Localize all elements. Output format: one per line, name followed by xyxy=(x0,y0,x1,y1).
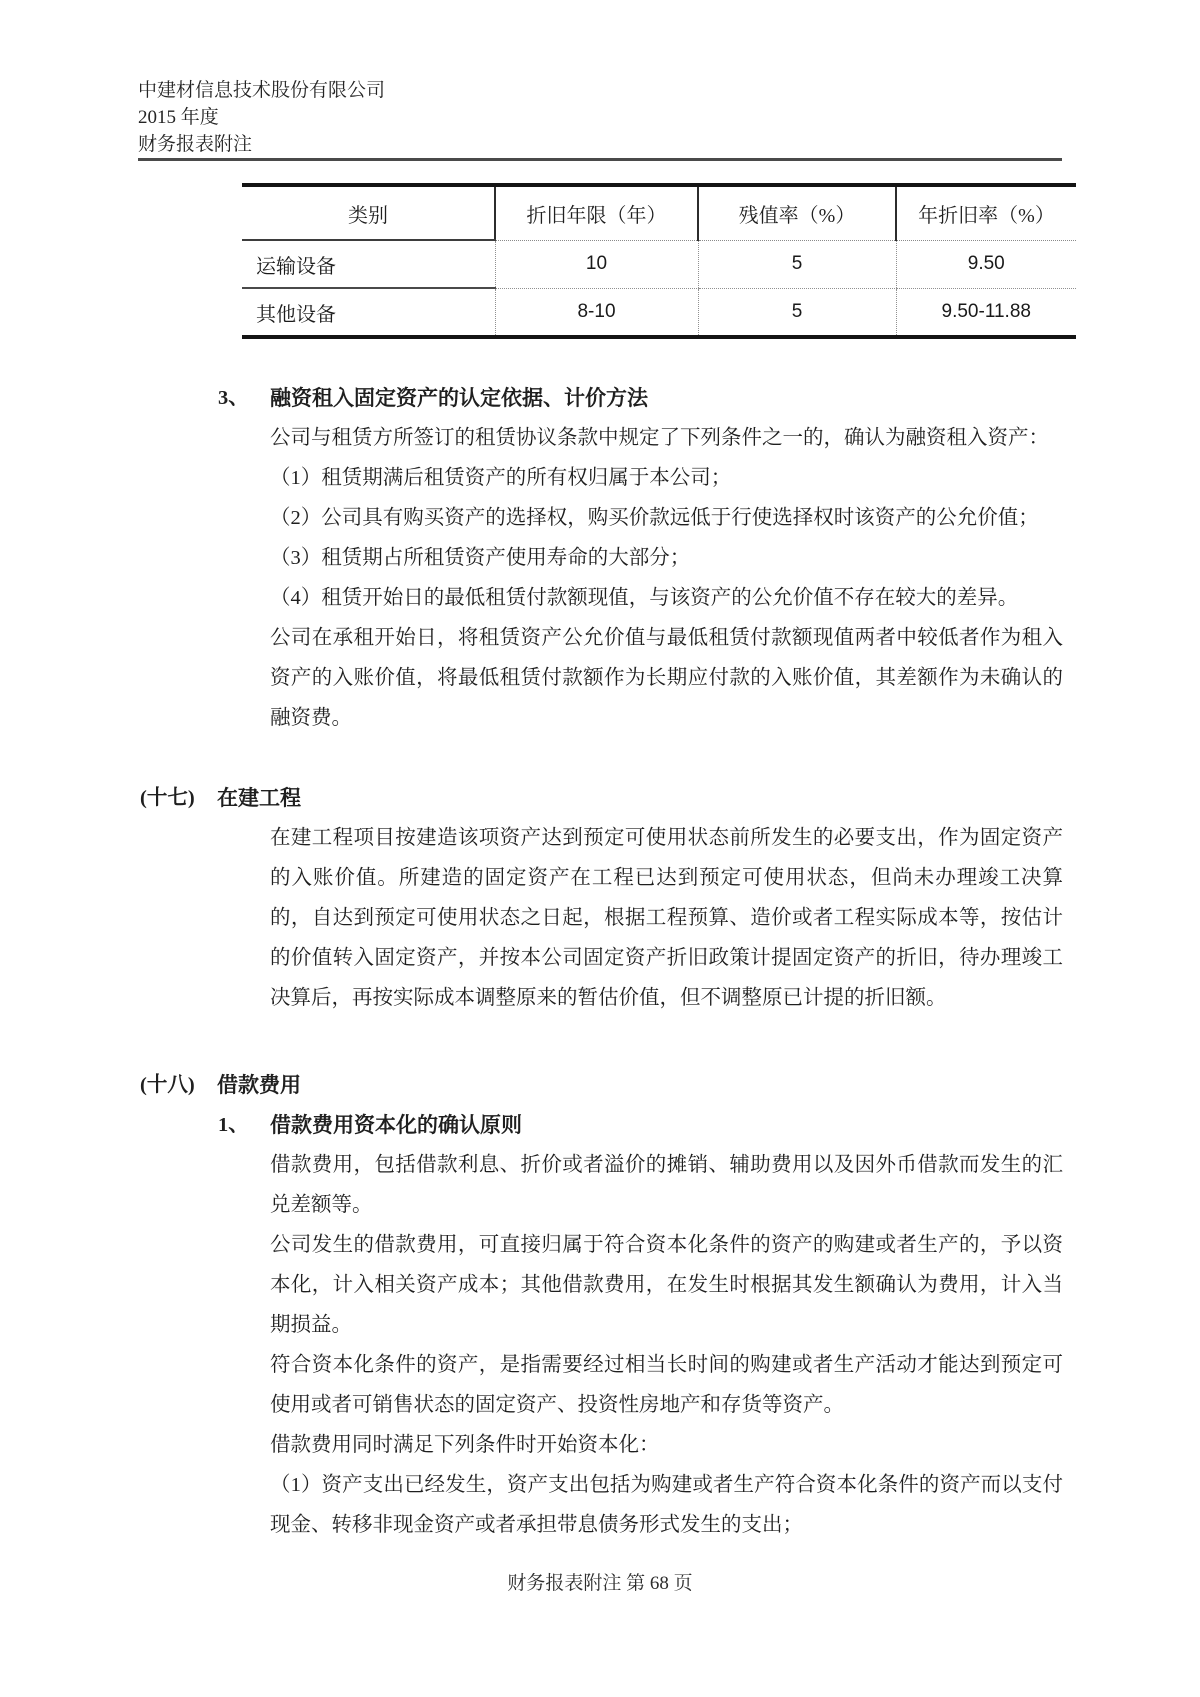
list-item: （4）租赁开始日的最低租赁付款额现值，与该资产的公允价值不存在较大的差异。 xyxy=(270,587,1019,609)
page-header xyxy=(138,77,385,158)
subsection-number: 1、 xyxy=(218,1114,249,1136)
paragraph: 借款费用同时满足下列条件时开始资本化： xyxy=(270,1434,660,1456)
section-number: (十七) xyxy=(140,787,195,809)
section-title: 在建工程 xyxy=(217,786,301,810)
section-heading xyxy=(218,378,1063,418)
paragraph: 公司与租赁方所签订的租赁协议条款中规定了下列条件之一的，确认为融资租入资产： xyxy=(270,427,1049,449)
section-title: 借款费用 xyxy=(217,1073,301,1097)
paragraph: 符合资本化条件的资产，是指需要经过相当长时间的购建或者生产活动才能达到预定可使用或者可销售状态的固定资产、投资性房地产和存货等资产。 xyxy=(270,1354,1063,1416)
report-year: 2015 年度 xyxy=(138,107,219,128)
col-header-residual-rate: 残值率（%） xyxy=(698,185,896,240)
section-finance-lease xyxy=(218,378,1063,738)
page-footer: 财务报表附注 第 68 页 xyxy=(507,1573,693,1594)
section-heading xyxy=(140,778,1063,818)
table-row xyxy=(242,288,1076,337)
paragraph: 公司发生的借款费用，可直接归属于符合资本化条件的资产的购建或者生产的，予以资本化，计入相关资产成本；其他借款费用，在发生时根据其发生额确认为费用，计入当期损益。 xyxy=(270,1234,1063,1336)
cell-category: 其他设备 xyxy=(256,303,336,326)
cell-value: 10 xyxy=(495,240,698,288)
section-body xyxy=(270,818,1063,1018)
cell-value: 8-10 xyxy=(495,288,698,337)
list-item: （3）租赁期占所租赁资产使用寿命的大部分； xyxy=(270,547,691,569)
doc-title: 财务报表附注 xyxy=(138,134,253,155)
table-row xyxy=(242,240,1076,288)
section-body xyxy=(270,418,1063,738)
cell-value: 5 xyxy=(698,240,896,288)
col-header-annual-rate: 年折旧率（%） xyxy=(896,185,1076,240)
cell-category: 运输设备 xyxy=(242,240,495,288)
col-header-depreciation-life: 折旧年限（年） xyxy=(495,185,698,240)
paragraph: 公司在承租开始日，将租赁资产公允价值与最低租赁付款额现值两者中较低者作为租入资产的入账价值，将最低租赁付款额作为长期应付款的入账价值，其差额作为未确认的融资费。 xyxy=(270,627,1063,729)
subsection-heading xyxy=(218,1105,1063,1145)
company-name: 中建材信息技术股份有限公司 xyxy=(138,80,386,101)
section-construction-in-progress xyxy=(140,778,1063,1018)
cell-value: 5 xyxy=(698,288,896,337)
cell-value: 9.50 xyxy=(896,240,1076,288)
section-body xyxy=(270,1145,1063,1545)
section-title: 融资租入固定资产的认定依据、计价方法 xyxy=(270,386,648,410)
depreciation-table xyxy=(242,183,1076,339)
paragraph: 在建工程项目按建造该项资产达到预定可使用状态前所发生的必要支出，作为固定资产的入账价值。所建造的固定资产在工程已达到预定可使用状态，但尚未办理竣工决算的，自达到预定可使用状态之日起，根据工程预算、造价或者工程实际成本等，按估计的价值转入固定资产，并按本公司固定资产折旧政策计提固定资产的折旧，待办理竣工决算后，再按实际成本调整原来的暂估价值，但不调整原已计提的折旧额。 xyxy=(270,827,1063,1009)
col-header-category: 类别 xyxy=(242,185,495,240)
table-header-row xyxy=(242,185,1076,240)
list-item: （1）资产支出已经发生，资产支出包括为购建或者生产符合资本化条件的资产而以支付现金、转移非现金资产或者承担带息债务形式发生的支出； xyxy=(270,1474,1063,1536)
section-heading xyxy=(140,1065,1063,1105)
list-item: （2）公司具有购买资产的选择权，购买价款远低于行使选择权时该资产的公允价值； xyxy=(270,507,1039,529)
paragraph: 借款费用，包括借款利息、折价或者溢价的摊销、辅助费用以及因外币借款而发生的汇兑差额等。 xyxy=(270,1154,1063,1216)
section-borrowing-costs xyxy=(140,1065,1063,1545)
list-item: （1）租赁期满后租赁资产的所有权归属于本公司； xyxy=(270,467,732,489)
section-number: (十八) xyxy=(140,1074,195,1096)
section-number: 3、 xyxy=(218,387,249,409)
subsection-title: 借款费用资本化的确认原则 xyxy=(270,1113,522,1137)
header-rule xyxy=(138,158,1062,161)
cell-value: 9.50-11.88 xyxy=(896,288,1076,337)
